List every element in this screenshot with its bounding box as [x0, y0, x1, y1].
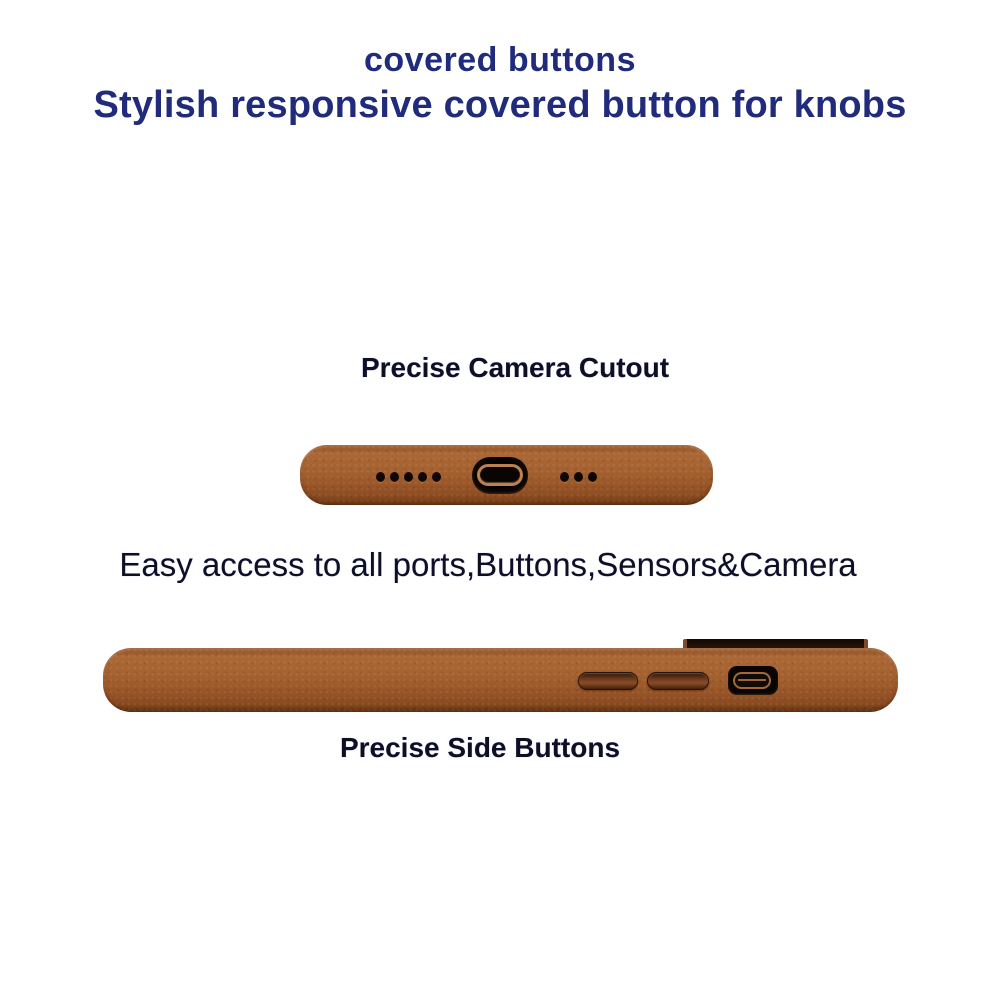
speaker-hole [432, 472, 441, 482]
speaker-hole [588, 472, 597, 482]
mute-switch-line [738, 679, 766, 681]
speaker-hole [390, 472, 399, 482]
volume-up-button [578, 672, 638, 690]
speaker-hole [404, 472, 413, 482]
mute-switch-cutout [728, 666, 778, 695]
case-side-view [103, 638, 898, 724]
case-side-edge-photo [103, 648, 898, 712]
headline-title: covered buttons [364, 41, 636, 79]
speaker-hole [376, 472, 385, 482]
case-bottom-edge-photo [300, 445, 713, 505]
charging-port-cutout [472, 457, 528, 494]
caption-ports-access: Easy access to all ports,Buttons,Sensors&Camera [119, 546, 857, 583]
mute-switch [733, 672, 771, 689]
charging-port-ring [477, 464, 523, 486]
volume-down-button [647, 672, 709, 690]
speaker-hole [418, 472, 427, 482]
headline-subtitle: Stylish responsive covered button for knobs [93, 83, 907, 126]
caption-camera-cutout: Precise Camera Cutout [360, 352, 670, 383]
speaker-hole-group-left [376, 472, 441, 482]
speaker-hole [574, 472, 583, 482]
speaker-hole [560, 472, 569, 482]
headline-block [0, 40, 1000, 128]
speaker-hole-group-right [560, 472, 597, 482]
caption-side-buttons: Precise Side Buttons [339, 732, 621, 763]
